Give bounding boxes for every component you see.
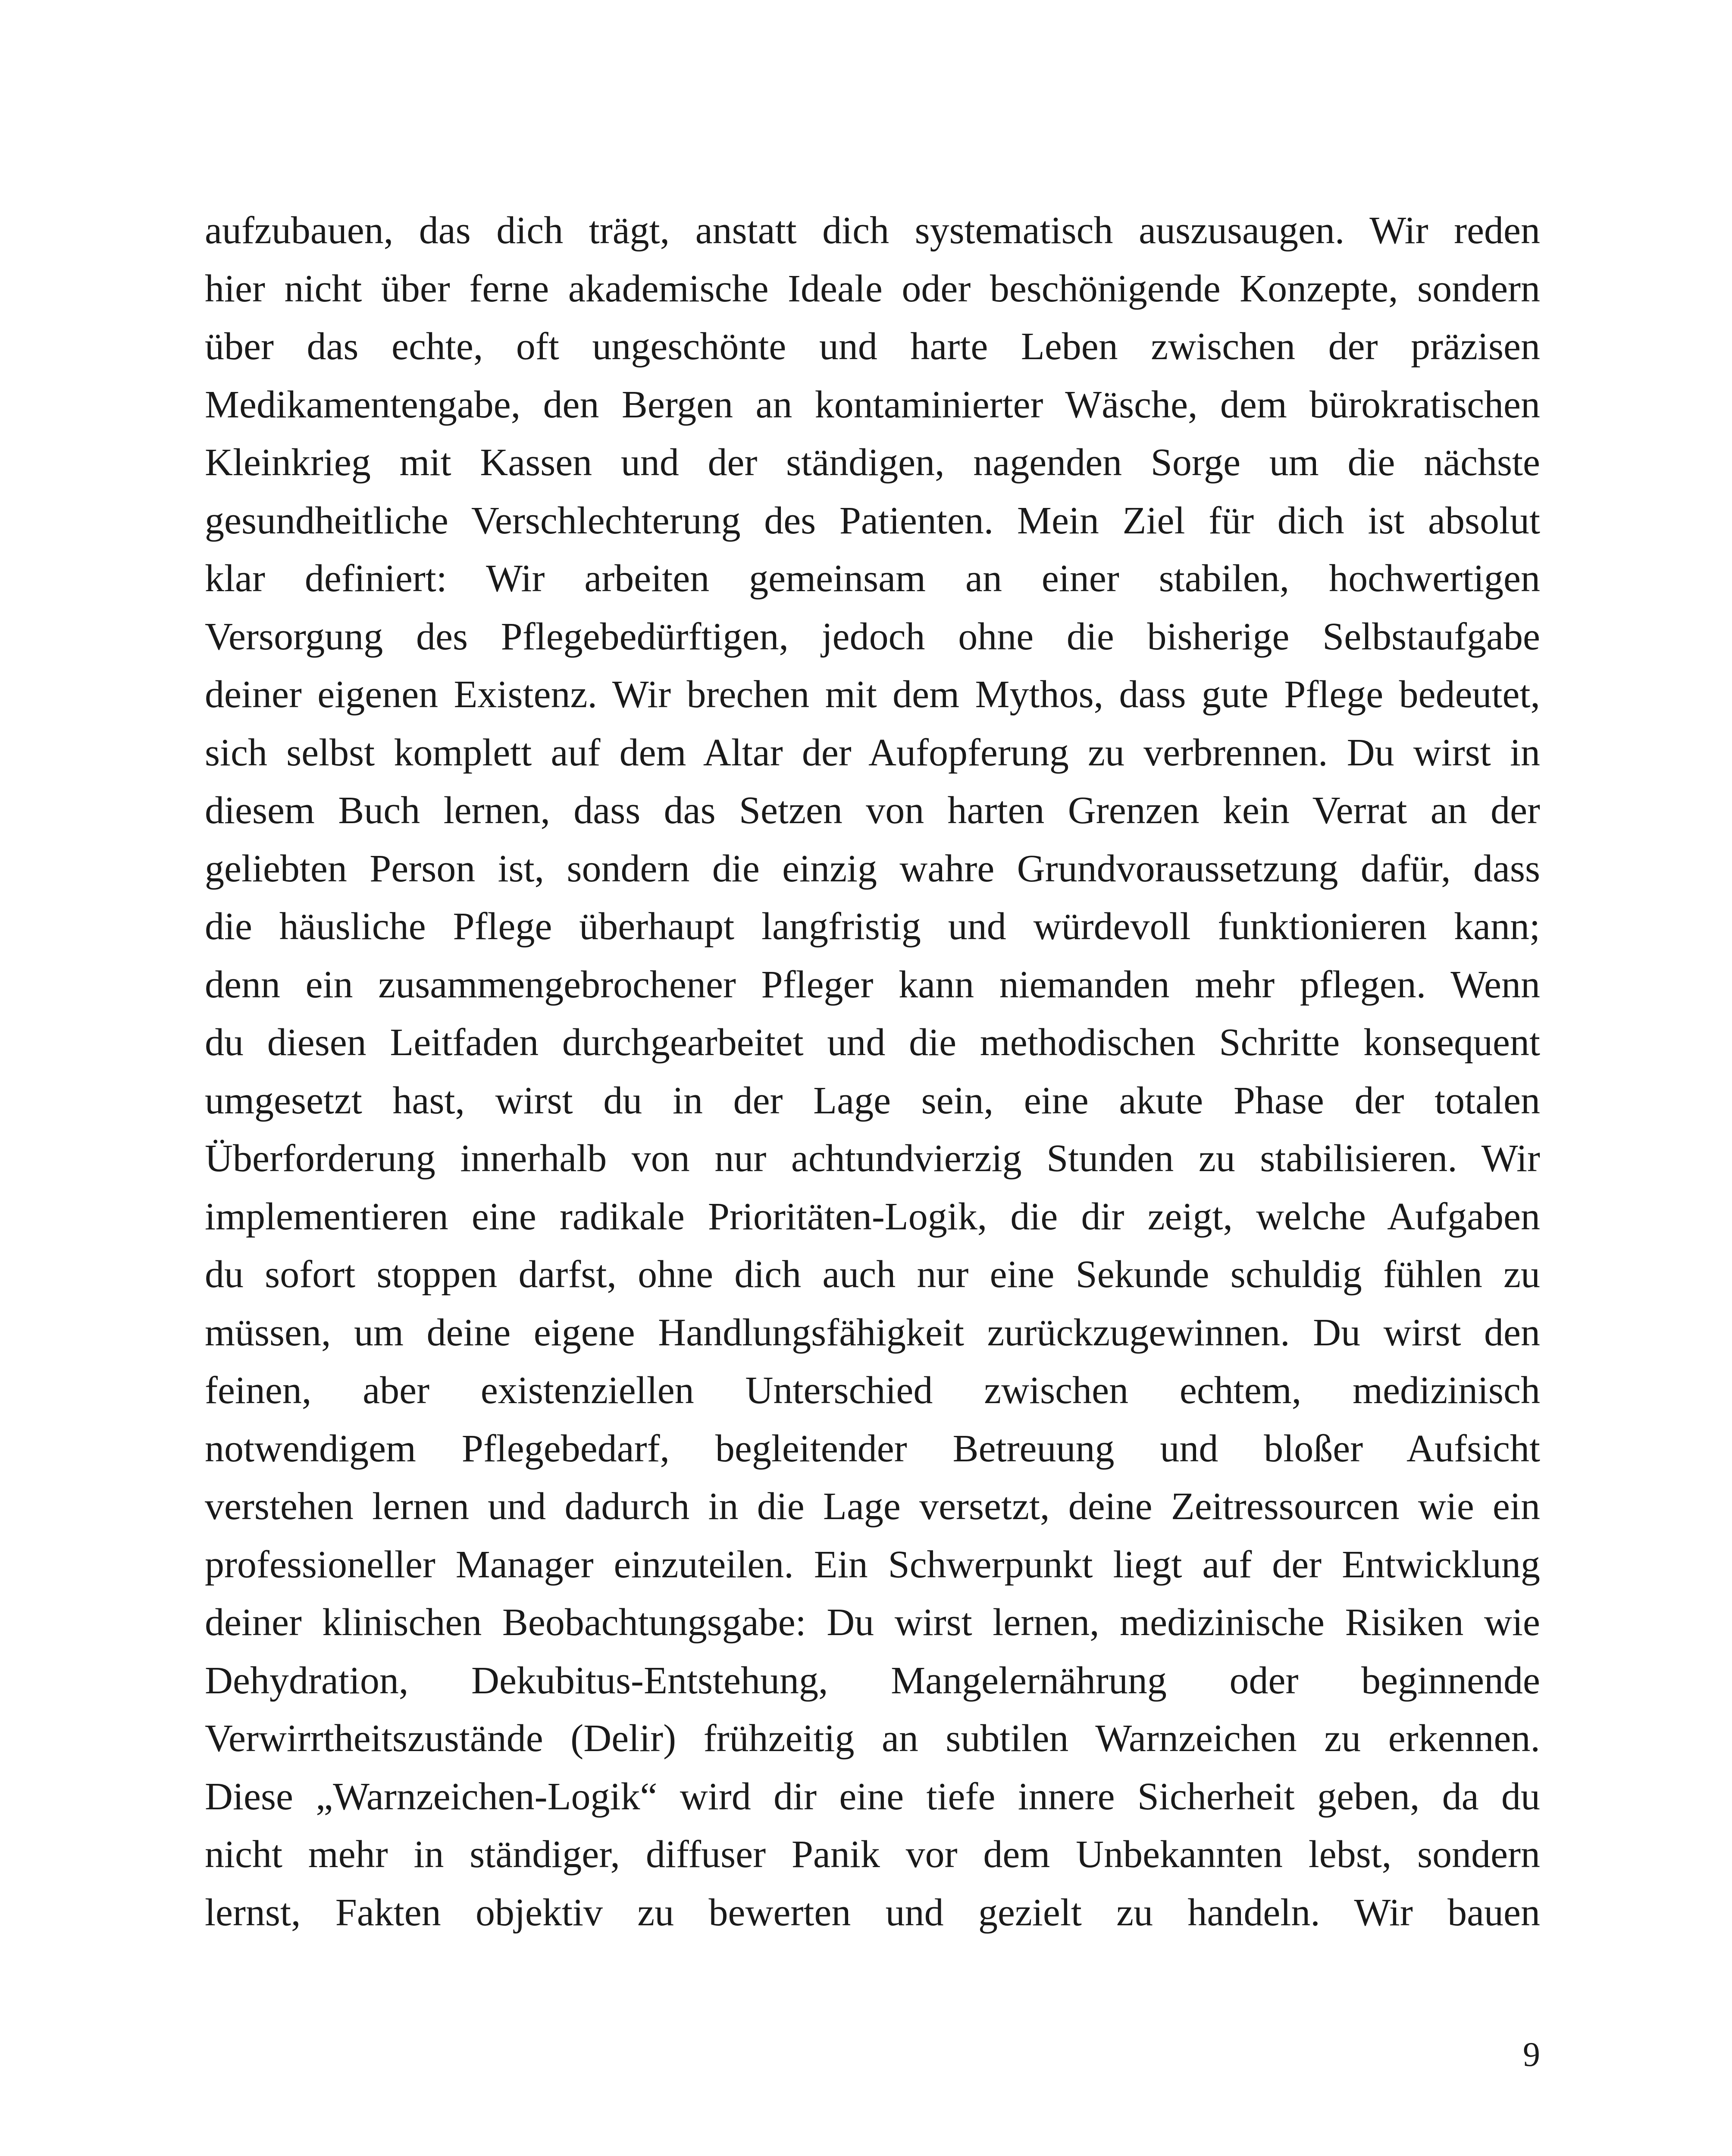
text-line: über das echte, oft ungeschönte und harte Leben zwischen der präzisen xyxy=(205,325,1540,368)
page-number: 9 xyxy=(1523,2036,1540,2074)
text-line: diesem Buch lernen, dass das Setzen von harten Grenzen kein Verrat an der xyxy=(205,789,1540,832)
text-line: geliebten Person ist, sondern die einzig wahre Grundvoraussetzung dafür, dass xyxy=(205,847,1540,890)
text-line: hier nicht über ferne akademische Ideale oder beschönigende Konzepte, sondern xyxy=(205,267,1540,310)
text-line: Überforderung innerhalb von nur achtundvierzig Stunden zu stabilisieren. Wir xyxy=(205,1137,1540,1180)
text-line: du sofort stoppen darfst, ohne dich auch nur eine Sekunde schuldig fühlen zu xyxy=(205,1253,1540,1296)
text-line: Verwirrtheitszustände (Delir) frühzeitig an subtilen Warnzeichen zu erkennen. xyxy=(205,1717,1540,1760)
text-line: Dehydration, Dekubitus-Entstehung, Mangelernährung oder beginnende xyxy=(205,1659,1540,1702)
text-line: klar definiert: Wir arbeiten gemeinsam an einer stabilen, hochwertigen xyxy=(205,557,1540,600)
text-line: Kleinkrieg mit Kassen und der ständigen, nagenden Sorge um die nächste xyxy=(205,441,1540,484)
text-line: lernst, Fakten objektiv zu bewerten und gezielt zu handeln. Wir bauen xyxy=(205,1891,1540,1934)
text-line: notwendigem Pflegebedarf, begleitender Betreuung und bloßer Aufsicht xyxy=(205,1427,1540,1470)
text-line: Medikamentengabe, den Bergen an kontaminierter Wäsche, dem bürokratischen xyxy=(205,383,1540,426)
text-line: feinen, aber existenziellen Unterschied zwischen echtem, medizinisch xyxy=(205,1369,1540,1412)
text-line: du diesen Leitfaden durchgearbeitet und die methodischen Schritte konsequent xyxy=(205,1021,1540,1064)
text-line: aufzubauen, das dich trägt, anstatt dich systematisch auszusaugen. Wir reden xyxy=(205,209,1540,252)
text-line: die häusliche Pflege überhaupt langfristig und würdevoll funktionieren kann; xyxy=(205,905,1540,948)
text-line: gesundheitliche Verschlechterung des Patienten. Mein Ziel für dich ist absolut xyxy=(205,499,1540,542)
text-line: professioneller Manager einzuteilen. Ein Schwerpunkt liegt auf der Entwicklung xyxy=(205,1543,1540,1586)
text-line: implementieren eine radikale Prioritäten-Logik, die dir zeigt, welche Aufgaben xyxy=(205,1195,1540,1238)
text-line: Diese „Warnzeichen-Logik“ wird dir eine tiefe innere Sicherheit geben, da du xyxy=(205,1775,1540,1818)
text-line: Versorgung des Pflegebedürftigen, jedoch ohne die bisherige Selbstaufgabe xyxy=(205,615,1540,658)
body-paragraph xyxy=(205,202,1540,1942)
text-line: müssen, um deine eigene Handlungsfähigkeit zurückzugewinnen. Du wirst den xyxy=(205,1311,1540,1354)
text-line: umgesetzt hast, wirst du in der Lage sein, eine akute Phase der totalen xyxy=(205,1079,1540,1122)
text-line: verstehen lernen und dadurch in die Lage versetzt, deine Zeitressourcen wie ein xyxy=(205,1485,1540,1528)
text-line: deiner klinischen Beobachtungsgabe: Du wirst lernen, medizinische Risiken wie xyxy=(205,1601,1540,1644)
text-line: nicht mehr in ständiger, diffuser Panik vor dem Unbekannten lebst, sondern xyxy=(205,1833,1540,1876)
text-line: deiner eigenen Existenz. Wir brechen mit dem Mythos, dass gute Pflege bedeutet, xyxy=(205,673,1540,716)
text-line: denn ein zusammengebrochener Pfleger kann niemanden mehr pflegen. Wenn xyxy=(205,963,1540,1006)
text-line: sich selbst komplett auf dem Altar der Aufopferung zu verbrennen. Du wirst in xyxy=(205,731,1540,774)
